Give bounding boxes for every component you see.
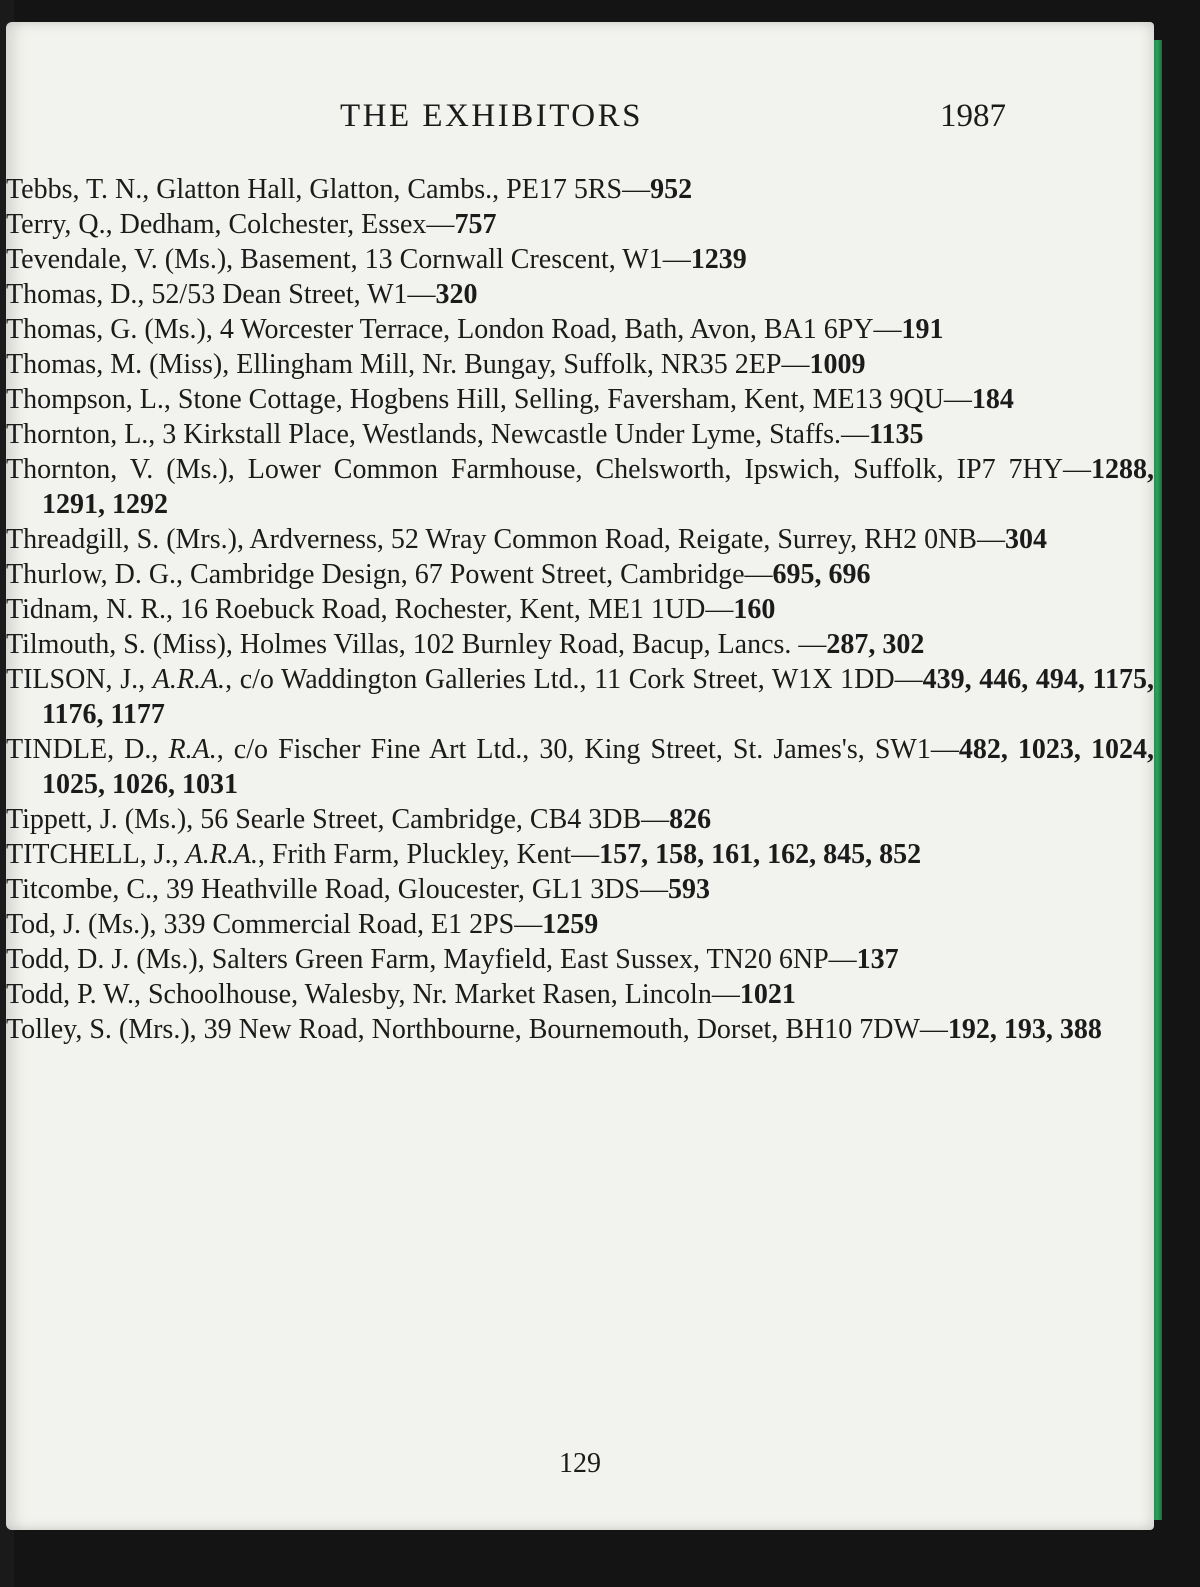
running-year: 1987 bbox=[940, 98, 1006, 134]
catalogue-numbers: 320 bbox=[435, 279, 478, 310]
catalogue-numbers: 695, 696 bbox=[772, 559, 871, 590]
honour: R.A. bbox=[168, 734, 217, 765]
entry-name: TITCHELL, J., bbox=[6, 839, 186, 870]
exhibitor-entry bbox=[6, 452, 1154, 522]
catalogue-numbers: 1288, 1291, 1292 bbox=[42, 454, 1154, 520]
exhibitor-entry bbox=[6, 417, 1154, 452]
catalogue-numbers: 137 bbox=[856, 944, 899, 975]
exhibitor-entry bbox=[6, 522, 1154, 557]
entry-text: Todd, P. W., Schoolhouse, Walesby, Nr. Market Rasen, Lincoln— bbox=[6, 979, 740, 1010]
entry-text: Todd, D. J. (Ms.), Salters Green Farm, Mayfield, East Sussex, TN20 6NP— bbox=[6, 944, 857, 975]
honour: A.R.A. bbox=[185, 839, 258, 870]
exhibitor-entry bbox=[6, 172, 1154, 207]
exhibitor-entry bbox=[6, 207, 1154, 242]
entry-text: Thornton, L., 3 Kirkstall Place, Westlands, Newcastle Under Lyme, Staffs.— bbox=[6, 419, 869, 450]
entry-text: Thornton, V. (Ms.), Lower Common Farmhouse, Chelsworth, Ipswich, Suffolk, IP7 7HY— bbox=[6, 454, 1091, 485]
exhibitor-entry bbox=[6, 872, 1154, 907]
exhibitor-entry bbox=[6, 312, 1154, 347]
entry-text: Terry, Q., Dedham, Colchester, Essex— bbox=[6, 209, 455, 240]
exhibitor-entry bbox=[6, 1012, 1154, 1047]
book-page bbox=[6, 22, 1154, 1530]
exhibitor-entry bbox=[6, 242, 1154, 277]
running-head bbox=[6, 98, 1154, 138]
catalogue-numbers: 1259 bbox=[542, 909, 599, 940]
running-title: THE EXHIBITORS bbox=[340, 98, 643, 134]
entry-text: Tippett, J. (Ms.), 56 Searle Street, Cambridge, CB4 3DB— bbox=[6, 804, 670, 835]
entry-text: Titcombe, C., 39 Heathville Road, Gloucester, GL1 3DS— bbox=[6, 874, 668, 905]
entry-text: Tod, J. (Ms.), 339 Commercial Road, E1 2PS— bbox=[6, 909, 543, 940]
catalogue-numbers: 1009 bbox=[809, 349, 866, 380]
exhibitor-entry bbox=[6, 592, 1154, 627]
exhibitor-entry bbox=[6, 662, 1154, 732]
entry-text: Thompson, L., Stone Cottage, Hogbens Hill, Selling, Faversham, Kent, ME13 9QU— bbox=[6, 384, 972, 415]
catalogue-numbers: 184 bbox=[971, 384, 1014, 415]
catalogue-numbers: 1135 bbox=[868, 419, 924, 450]
catalogue-numbers: 304 bbox=[1004, 524, 1047, 555]
entry-text: Tebbs, T. N., Glatton Hall, Glatton, Cambs., PE17 5RS— bbox=[6, 174, 651, 205]
entry-text: , c/o Fischer Fine Art Ltd., 30, King Street, St. James's, SW1— bbox=[216, 734, 959, 765]
exhibitor-entry bbox=[6, 732, 1154, 802]
exhibitor-entry bbox=[6, 907, 1154, 942]
entry-text: Thurlow, D. G., Cambridge Design, 67 Powent Street, Cambridge— bbox=[6, 559, 773, 590]
catalogue-numbers: 1021 bbox=[739, 979, 796, 1010]
catalogue-numbers: 157, 158, 161, 162, 845, 852 bbox=[599, 839, 922, 870]
entry-name: TILSON, J., bbox=[6, 664, 153, 695]
entry-text: Thomas, G. (Ms.), 4 Worcester Terrace, London Road, Bath, Avon, BA1 6PY— bbox=[6, 314, 902, 345]
entry-text: Tidnam, N. R., 16 Roebuck Road, Rochester, Kent, ME1 1UD— bbox=[6, 594, 734, 625]
catalogue-numbers: 192, 193, 388 bbox=[947, 1014, 1102, 1045]
exhibitor-entry bbox=[6, 942, 1154, 977]
exhibitor-entry bbox=[6, 627, 1154, 662]
catalogue-numbers: 439, 446, 494, 1175, 1176, 1177 bbox=[42, 664, 1154, 730]
entry-text: , Frith Farm, Pluckley, Kent— bbox=[257, 839, 600, 870]
exhibitor-entry bbox=[6, 557, 1154, 592]
exhibitor-entry bbox=[6, 277, 1154, 312]
entry-text: Thomas, M. (Miss), Ellingham Mill, Nr. Bungay, Suffolk, NR35 2EP— bbox=[6, 349, 810, 380]
catalogue-numbers: 1239 bbox=[690, 244, 747, 275]
catalogue-numbers: 826 bbox=[669, 804, 712, 835]
catalogue-numbers: 160 bbox=[733, 594, 776, 625]
exhibitor-entry bbox=[6, 837, 1154, 872]
honour: A.R.A. bbox=[152, 664, 226, 695]
catalogue-numbers: 757 bbox=[454, 209, 497, 240]
catalogue-numbers: 482, 1023, 1024, 1025, 1026, 1031 bbox=[42, 734, 1155, 800]
entry-name: TINDLE, D., bbox=[6, 734, 169, 765]
catalogue-numbers: 191 bbox=[901, 314, 944, 345]
entry-text: Tilmouth, S. (Miss), Holmes Villas, 102 Burnley Road, Bacup, Lancs. — bbox=[6, 629, 827, 660]
page-number: 129 bbox=[559, 1448, 601, 1479]
catalogue-numbers: 952 bbox=[650, 174, 693, 205]
catalogue-numbers: 593 bbox=[668, 874, 710, 905]
entry-text: , c/o Waddington Galleries Ltd., 11 Cork Street, W1X 1DD— bbox=[225, 664, 923, 695]
exhibitor-list bbox=[6, 172, 1154, 1047]
entry-text: Tevendale, V. (Ms.), Basement, 13 Cornwall Crescent, W1— bbox=[6, 244, 691, 275]
exhibitor-entry bbox=[6, 382, 1154, 417]
exhibitor-entry bbox=[6, 802, 1154, 837]
entry-text: Thomas, D., 52/53 Dean Street, W1— bbox=[6, 279, 436, 310]
entry-text: Threadgill, S. (Mrs.), Ardverness, 52 Wray Common Road, Reigate, Surrey, RH2 0NB— bbox=[6, 524, 1005, 555]
exhibitor-entry bbox=[6, 977, 1154, 1012]
catalogue-numbers: 287, 302 bbox=[826, 629, 925, 660]
entry-text: Tolley, S. (Mrs.), 39 New Road, Northbourne, Bournemouth, Dorset, BH10 7DW— bbox=[6, 1014, 948, 1045]
exhibitor-entry bbox=[6, 347, 1154, 382]
